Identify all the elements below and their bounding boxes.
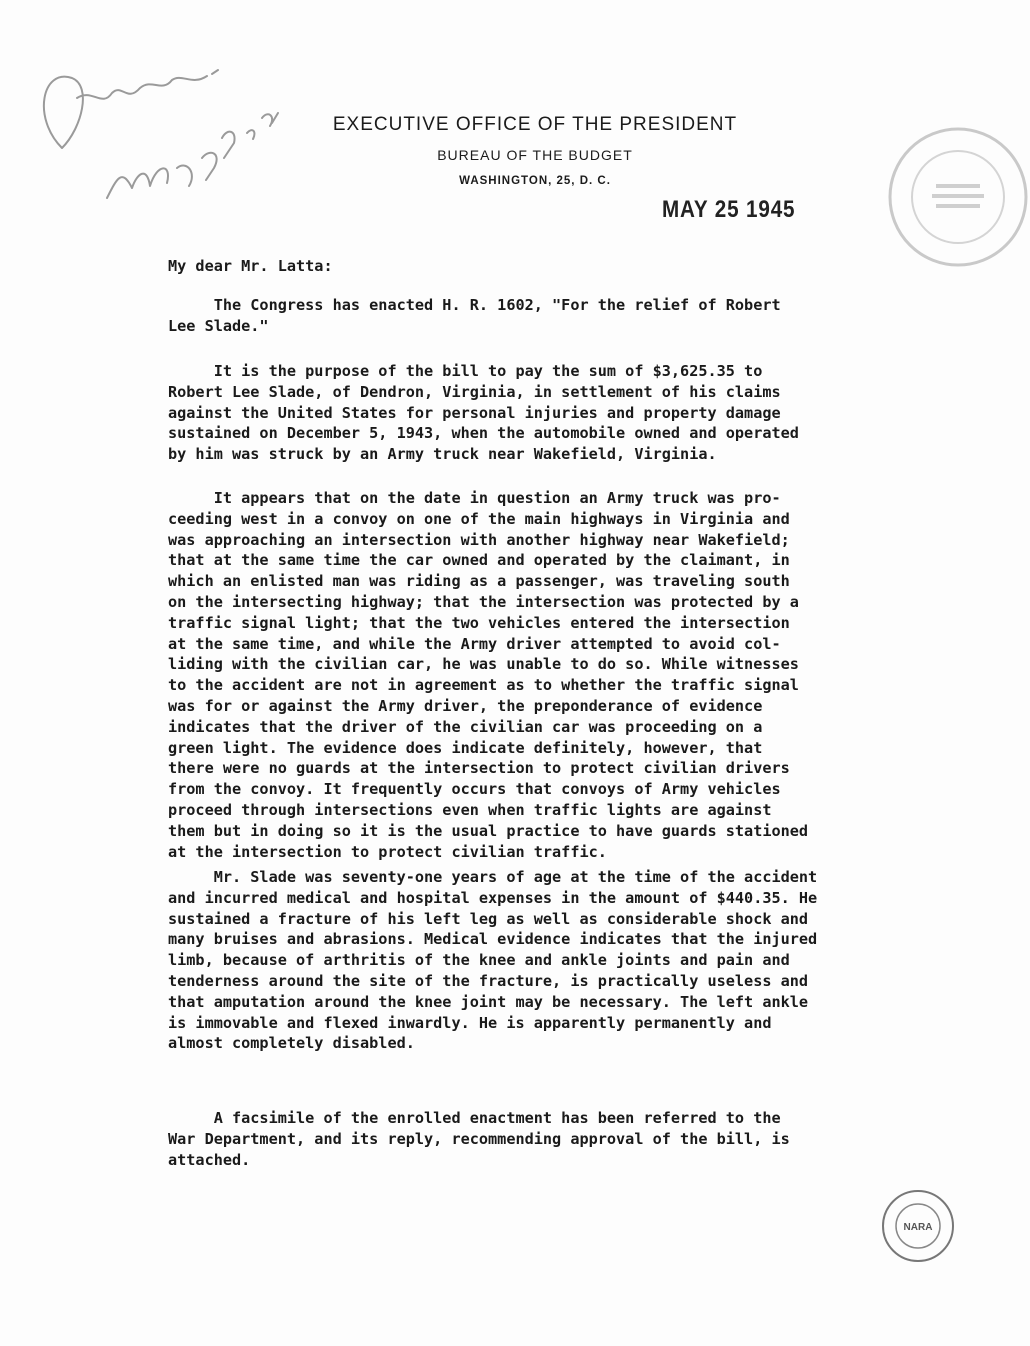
paragraph-1: The Congress has enacted H. R. 1602, "For the relief of Robert Lee Slade." xyxy=(168,296,781,335)
library-stamp-bottom xyxy=(880,1188,956,1264)
paragraph-5: A facsimile of the enrolled enactment has been referred to the War Department, and its reply, recommending approval of the bill, is attached. xyxy=(168,1109,790,1169)
paragraph-4: Mr. Slade was seventy-one years of age at the time of the accident and incurred medical and hospital expenses in the amount of $440.35. He sustained a fracture of his left leg as well as considerable shock and many bruises and abrasions. Medical evidence indicates that the injured limb, because of arthritis of the knee and ankle joints and pain and tenderness around the site of the fracture, is practically useless and that amputation around the knee joint may be necessary. The left ankle is immovable and flexed inwardly. He is apparently permanently and almost completely disabled. xyxy=(168,868,818,1053)
letterhead-office: EXECUTIVE OFFICE OF THE PRESIDENT xyxy=(332,114,738,135)
salutation: My dear Mr. Latta: xyxy=(168,257,333,275)
letterhead-bureau: BUREAU OF THE BUDGET xyxy=(437,147,633,163)
paragraph-2: It is the purpose of the bill to pay the sum of $3,625.35 to Robert Lee Slade, of Dendron, Virginia, in settlement of his claims against the United States for personal injuries and property damage sustained on December 5, 1943, when the automobile owned and operated by him was struck by an Army truck near Wakefield, Virginia. xyxy=(168,362,799,464)
date-stamp: MAY 25 1945 xyxy=(662,196,796,223)
library-stamp-top xyxy=(880,122,1030,272)
letterhead-address: WASHINGTON, 25, D. C. xyxy=(459,175,611,187)
svg-text:NARA: NARA xyxy=(903,1222,933,1233)
paragraph-3: It appears that on the date in question an Army truck was pro- ceeding west in a convoy on one of the main highways in Virginia and was approaching an intersection with another highway near Wakefield; that at the same time the car owned and operated by the claimant, in which an enlisted man was riding as a passenger, was traveling south on the intersecting highway; that the intersection was protected by a traffic signal light; that the two vehicles entered the intersection at the same time, and while the Army driver attempted to avoid col- liding with the civilian car, he was unable to do so. While witnesses to the accident are not in agreement as to whether the traffic signal was for or against the Army driver, the preponderance of evidence indicates that the driver of the civilian car was proceeding on a green light. The evidence does indicate definitely, however, that there were no guards at the intersection to protect civilian drivers from the convoy. It frequently occurs that convoys of Army vehicles proceed through intersections even when traffic lights are against them but in doing so it is the usual practice to have guards stationed at the intersection to protect civilian traffic. xyxy=(168,489,809,861)
